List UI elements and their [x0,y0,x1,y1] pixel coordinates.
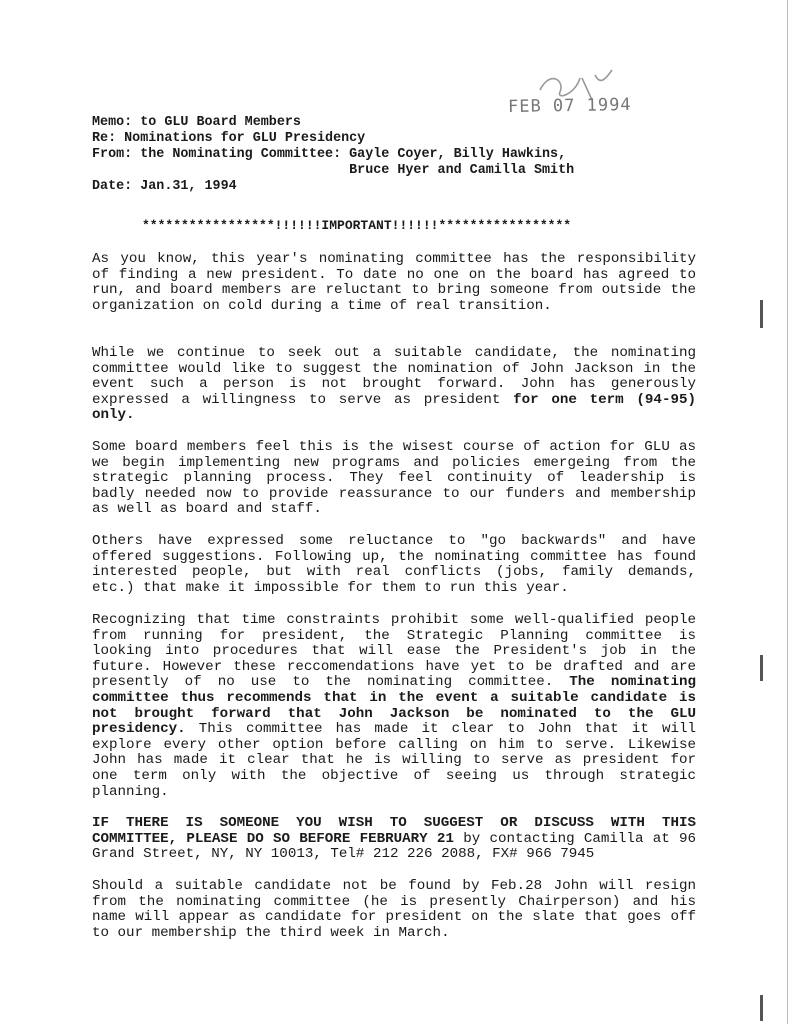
paragraph-2-bold: for one term (94-95) only. [92,391,696,424]
paragraph-5-bold: The nominating committee thus recommends that in the event a suitable candidate is not brought forward that John Jackson be nominated to the GLU presidency. [92,674,696,738]
margin-mark [760,655,763,681]
paragraph-2 [92,346,696,424]
paragraph-6-bold: IF THERE IS SOMEONE YOU WISH TO SUGGEST OR DISCUSS WITH THIS COMMITTEE, PLEASE DO SO BEFORE FEBRUARY 21 [92,815,696,847]
paragraph-1: As you know, this year's nominating committee has the responsibility of finding a new president. To date no one on the board has agreed to run, and board members are reluctant to bring someone from outside the organization on cold during a time of real transition. [92,251,696,314]
paragraph-4: Others have expressed some reluctance to "go backwards" and have offered suggestions. Following up, the nominating committee has found interested people, but with real conflicts (jobs, family demands, etc.) that make it impossible for them to run this year. [92,533,696,596]
margin-mark [760,300,763,328]
received-date-stamp: FEB 07 1994 [507,94,632,118]
memo-header [92,115,692,195]
important-banner: *****************!!!!!!IMPORTANT!!!!!!***************** [142,218,572,233]
margin-mark [760,995,763,1021]
paragraph-5 [92,613,696,800]
memo-from-continued: Bruce Hyer and Camilla Smith [92,163,575,178]
paragraph-7: Should a suitable candidate not be found by Feb.28 John will resign from the nominating committee (he is presently Chairperson) and his name will appear as candidate for president on the slate that goes off to our membership the third week in March. [92,878,696,941]
memo-from: From: the Nominating Committee: Gayle Coyer, Billy Hawkins, [92,147,567,162]
paragraph-5-text: Recognizing that time constraints prohibit some well-qualified people from running for president, the Strategic Planning committee is looking into procedures that will ease the President's job in the future. However these reccomendations have yet to be drafted and are presently of no use to the nominating committee. [92,612,696,691]
memo-to: Memo: to GLU Board Members [92,115,301,130]
memo-date: Date: Jan.31, 1994 [92,179,237,194]
paragraph-6 [92,816,696,863]
paragraph-6-text: by contacting Camilla at 96 Grand Street, NY, NY 10013, Tel# 212 226 2088, FX# 966 7945 [92,830,697,863]
paragraph-3: Some board members feel this is the wisest course of action for GLU as we begin implementing new programs and policies emergeing from the strategic planning process. They feel continuity of leadership is badly needed now to provide reassurance to our funders and membership as well as board and staff. [92,439,696,518]
page-edge-line [787,0,788,1024]
memo-re: Re: Nominations for GLU Presidency [92,131,366,146]
paragraph-5-text-cont: This committee has made it clear to John that it will explore every other option before calling on him to serve. Likewise John has made it clear that he is willing to serve as president for one term only with the objective of seeing us through strategic planning. [92,721,696,800]
paragraph-2-text: While we continue to seek out a suitable candidate, the nominating committee would like to suggest the nomination of John Jackson in the event such a person is not brought forward. John has generously expressed a willingness to serve as president [92,345,696,408]
